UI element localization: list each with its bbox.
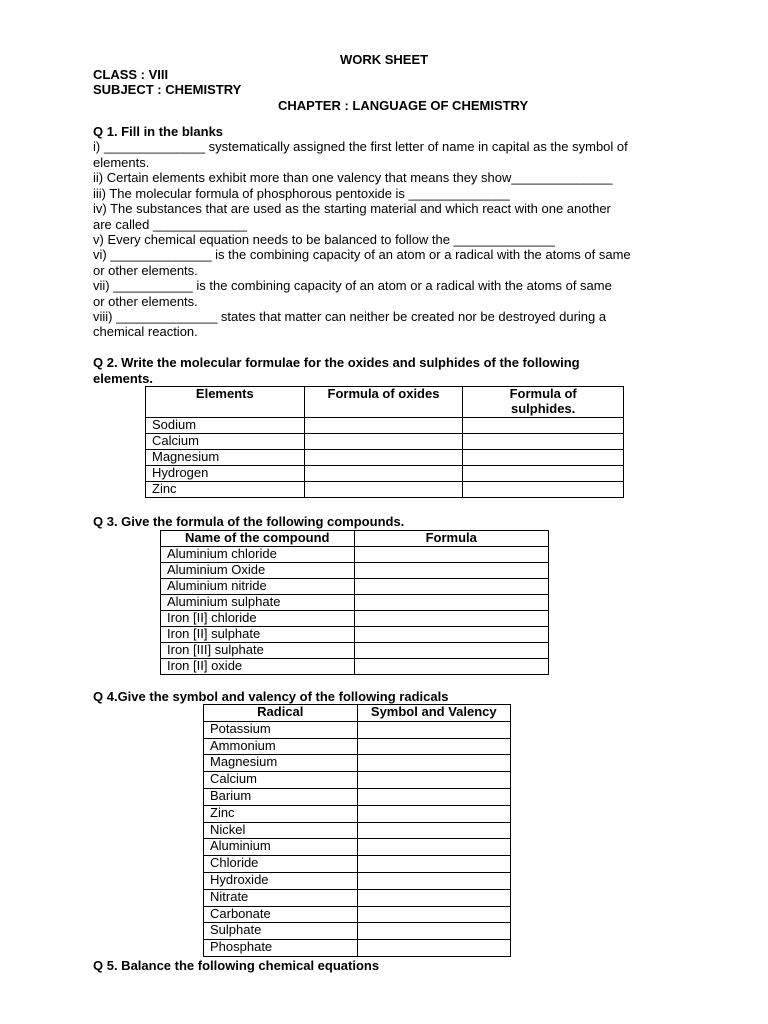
worksheet-title: WORK SHEET (339, 52, 429, 67)
valency-answer-cell[interactable] (357, 788, 510, 805)
element-cell: Magnesium (146, 450, 305, 466)
compound-cell: Iron [II] chloride (161, 611, 355, 627)
valency-answer-cell[interactable] (357, 738, 510, 755)
valency-answer-cell[interactable] (357, 889, 510, 906)
sulphide-answer-cell[interactable] (463, 450, 624, 466)
formula-answer-cell[interactable] (354, 579, 548, 595)
col-header-compound: Name of the compound (161, 531, 355, 547)
oxides-sulphides-table (145, 386, 624, 498)
radical-cell: Carbonate (204, 906, 358, 923)
q4-heading: Q 4.Give the symbol and valency of the following radicals (93, 689, 449, 704)
q1-line: elements. (93, 155, 150, 170)
oxide-answer-cell[interactable] (304, 418, 463, 434)
table-row (161, 563, 549, 579)
sulphide-answer-cell[interactable] (463, 434, 624, 450)
compound-cell: Iron [II] oxide (161, 659, 355, 675)
table-row (204, 772, 511, 789)
oxide-answer-cell[interactable] (304, 434, 463, 450)
valency-answer-cell[interactable] (357, 805, 510, 822)
valency-answer-cell[interactable] (357, 872, 510, 889)
col-header-oxides: Formula of oxides (304, 387, 463, 418)
table-header-row (146, 387, 624, 418)
radical-valency-table (203, 704, 511, 957)
formula-answer-cell[interactable] (354, 627, 548, 643)
radical-cell: Calcium (204, 772, 358, 789)
q1-line: v) Every chemical equation needs to be balanced to follow the ______________ (93, 232, 555, 247)
table-row (146, 450, 624, 466)
col-header-sulphides-l1: Formula of (509, 386, 577, 401)
radical-cell: Zinc (204, 805, 358, 822)
q1-line: or other elements. (93, 294, 198, 309)
element-cell: Calcium (146, 434, 305, 450)
table-row (204, 872, 511, 889)
q1-line: chemical reaction. (93, 324, 198, 339)
compound-cell: Aluminium Oxide (161, 563, 355, 579)
radical-cell: Nickel (204, 822, 358, 839)
chapter-line: CHAPTER : LANGUAGE OF CHEMISTRY (278, 98, 529, 113)
table-row (146, 466, 624, 482)
q1-line: vii) ___________ is the combining capacity of an atom or a radical with the atoms of same (93, 278, 612, 293)
table-row (161, 659, 549, 675)
q1-line: or other elements. (93, 263, 198, 278)
oxide-answer-cell[interactable] (304, 466, 463, 482)
table-row (204, 889, 511, 906)
formula-answer-cell[interactable] (354, 611, 548, 627)
formula-answer-cell[interactable] (354, 595, 548, 611)
q1-line: iv) The substances that are used as the starting material and which react with one another (93, 201, 611, 216)
q5-heading: Q 5. Balance the following chemical equations (93, 958, 380, 973)
q3-heading: Q 3. Give the formula of the following compounds. (93, 514, 405, 529)
q1-heading: Q 1. Fill in the blanks (93, 124, 224, 139)
formula-answer-cell[interactable] (354, 547, 548, 563)
table-header-row (204, 705, 511, 722)
table-row (204, 788, 511, 805)
table-row (146, 418, 624, 434)
formula-answer-cell[interactable] (354, 643, 548, 659)
valency-answer-cell[interactable] (357, 721, 510, 738)
valency-answer-cell[interactable] (357, 772, 510, 789)
compound-cell: Iron [III] sulphate (161, 643, 355, 659)
col-header-symbol-valency: Symbol and Valency (357, 705, 510, 722)
q2-heading: Q 2. Write the molecular formulae for the oxides and sulphides of the following (93, 355, 580, 370)
sulphide-answer-cell[interactable] (463, 466, 624, 482)
radical-cell: Chloride (204, 856, 358, 873)
table-row (204, 923, 511, 940)
q1-line: i) ______________ systematically assigned the first letter of name in capital as the symbol of (93, 139, 628, 154)
compound-formula-table (160, 530, 549, 675)
valency-answer-cell[interactable] (357, 923, 510, 940)
col-header-sulphides-l2: sulphides. (511, 400, 576, 416)
sulphide-answer-cell[interactable] (463, 482, 624, 498)
table-row (204, 721, 511, 738)
table-row (146, 482, 624, 498)
compound-cell: Aluminium chloride (161, 547, 355, 563)
oxide-answer-cell[interactable] (304, 482, 463, 498)
table-row (204, 755, 511, 772)
table-row (204, 822, 511, 839)
radical-cell: Ammonium (204, 738, 358, 755)
radical-cell: Aluminium (204, 839, 358, 856)
valency-answer-cell[interactable] (357, 822, 510, 839)
table-row (204, 839, 511, 856)
radical-cell: Sulphate (204, 923, 358, 940)
table-row (161, 595, 549, 611)
sulphide-answer-cell[interactable] (463, 418, 624, 434)
valency-answer-cell[interactable] (357, 755, 510, 772)
oxide-answer-cell[interactable] (304, 450, 463, 466)
element-cell: Sodium (146, 418, 305, 434)
valency-answer-cell[interactable] (357, 839, 510, 856)
q2-heading-cont: elements. (93, 371, 153, 386)
formula-answer-cell[interactable] (354, 563, 548, 579)
radical-cell: Hydroxide (204, 872, 358, 889)
formula-answer-cell[interactable] (354, 659, 548, 675)
q1-line: ii) Certain elements exhibit more than one valency that means they show______________ (93, 170, 613, 185)
subject-line: SUBJECT : CHEMISTRY (93, 82, 242, 97)
valency-answer-cell[interactable] (357, 856, 510, 873)
table-row (161, 547, 549, 563)
col-header-radical: Radical (204, 705, 358, 722)
table-row (204, 805, 511, 822)
table-row (161, 627, 549, 643)
table-row (204, 906, 511, 923)
table-row (161, 579, 549, 595)
radical-cell: Phosphate (204, 940, 358, 957)
element-cell: Zinc (146, 482, 305, 498)
radical-cell: Potassium (204, 721, 358, 738)
table-row (204, 738, 511, 755)
table-row (204, 940, 511, 957)
col-header-elements: Elements (146, 387, 305, 418)
q1-line: iii) The molecular formula of phosphorous pentoxide is ______________ (93, 186, 510, 201)
table-header-row (161, 531, 549, 547)
compound-cell: Aluminium sulphate (161, 595, 355, 611)
col-header-formula: Formula (354, 531, 548, 547)
q1-line: vi) ______________ is the combining capacity of an atom or a radical with the atoms of same (93, 247, 631, 262)
table-row (161, 611, 549, 627)
valency-answer-cell[interactable] (357, 906, 510, 923)
element-cell: Hydrogen (146, 466, 305, 482)
compound-cell: Iron [II] sulphate (161, 627, 355, 643)
table-row (204, 856, 511, 873)
radical-cell: Barium (204, 788, 358, 805)
valency-answer-cell[interactable] (357, 940, 510, 957)
col-header-sulphides (463, 387, 624, 418)
table-row (146, 434, 624, 450)
compound-cell: Aluminium nitride (161, 579, 355, 595)
q1-line: are called _____________ (93, 217, 247, 232)
table-row (161, 643, 549, 659)
class-line: CLASS : VIII (93, 67, 169, 82)
radical-cell: Nitrate (204, 889, 358, 906)
radical-cell: Magnesium (204, 755, 358, 772)
q1-line: viii) ______________ states that matter can neither be created nor be destroyed during a (93, 309, 607, 324)
